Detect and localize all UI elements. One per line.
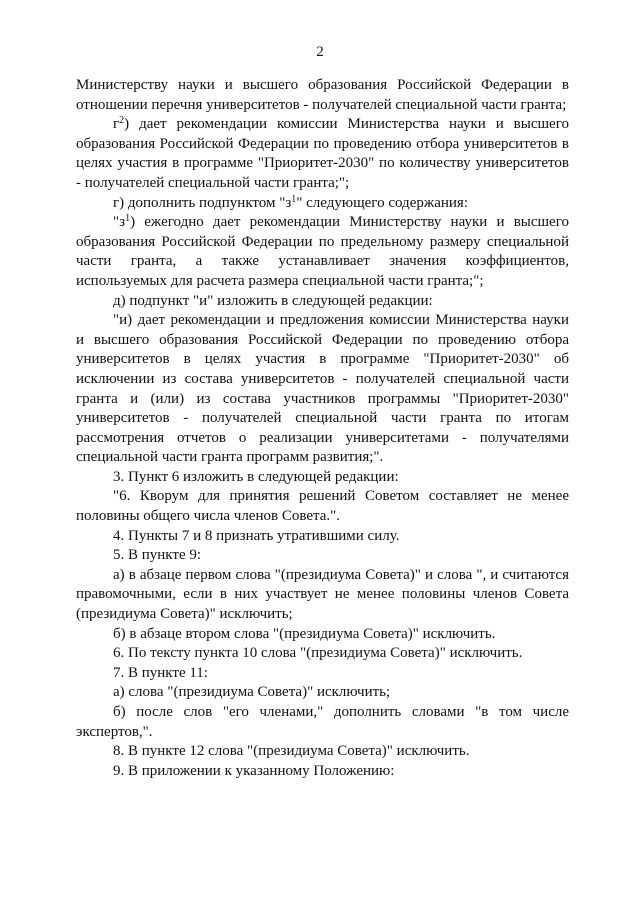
paragraph-p4	[76, 292, 569, 312]
paragraph-p7	[76, 487, 569, 526]
text-segment: Министерству науки и высшего образования Российской Федерации в отношении перечня университетов - получателей специальной части гранта;	[76, 77, 569, 113]
paragraph-p6	[76, 468, 569, 488]
superscript: 1	[291, 193, 297, 205]
text-segment: 6. По тексту пункта 10 слова "(президиума Совета)" исключить.	[113, 645, 523, 662]
paragraph-p9	[76, 546, 569, 566]
paragraph-p10	[76, 566, 569, 625]
text-segment: " следующего содержания:	[296, 194, 468, 211]
text-segment: ) ежегодно дает рекомендации Министерству науки и высшего образования Российской Федерации по предельному размеру специальной части гранта, а также устанавливает значения коэффициентов, используемых для расчета размера специальной части гранта;";	[76, 214, 569, 289]
text-segment: г	[113, 116, 120, 133]
paragraph-p15	[76, 703, 569, 742]
text-segment: 4. Пункты 7 и 8 признать утратившими силу.	[113, 527, 400, 544]
page-number: 2	[316, 44, 324, 60]
text-segment: 8. В пункте 12 слова "(президиума Совета)" исключить.	[113, 743, 470, 760]
text-segment: "и) дает рекомендации и предложения комиссии Министерства науки и высшего образования Российской Федерации по проведению отбора университетов в целях участия в программе "Приоритет-2030" об исключении из состава университетов - получателей специальной части гранта и (или) из состава участников программы "Приоритет-2030" университетов - получателей специальной части гранта по итогам рассмотрения отчетов о реализации университетами - получателями специальной части гранта программ развития;".	[76, 312, 569, 466]
text-segment: ) дает рекомендации комиссии Министерства науки и высшего образования Российской Федерации по проведению отбора университетов в целях участия в программе "Приоритет-2030" по количеству университетов - получателей специальной части гранта;";	[76, 116, 569, 191]
paragraph-p8	[76, 527, 569, 547]
paragraph-p1	[76, 115, 569, 193]
paragraph-p3	[76, 213, 569, 291]
document-body	[76, 76, 569, 781]
superscript: 2	[119, 115, 125, 127]
paragraph-p5	[76, 311, 569, 468]
text-segment: б) после слов "его членами," дополнить словами "в том числе экспертов,".	[76, 704, 569, 740]
text-segment: 5. В пункте 9:	[113, 547, 202, 564]
text-segment: б) в абзаце втором слова "(президиума Совета)" исключить.	[113, 625, 496, 642]
text-segment: "6. Кворум для принятия решений Советом составляет не менее половины общего числа членов Совета.".	[76, 488, 569, 525]
paragraph-p13	[76, 664, 569, 684]
text-segment: "з	[113, 214, 126, 231]
text-segment: а) в абзаце первом слова "(президиума Совета)" и слова ", и считаются правомочными, если в них участвует не менее половины членов Совета (президиума Совета)" исключить;	[76, 566, 569, 623]
text-segment: 3. Пункт 6 изложить в следующей редакции:	[113, 468, 399, 485]
paragraph-p2	[76, 194, 569, 214]
superscript: 1	[125, 213, 131, 225]
paragraph-p0	[76, 76, 569, 115]
text-segment: 9. В приложении к указанному Положению:	[113, 762, 395, 779]
text-segment: 7. В пункте 11:	[113, 664, 208, 681]
text-segment: д) подпункт "и" изложить в следующей редакции:	[113, 292, 433, 309]
paragraph-p16	[76, 742, 569, 762]
paragraph-p12	[76, 644, 569, 664]
paragraph-p14	[76, 683, 569, 703]
text-segment: г) дополнить подпунктом "з	[113, 194, 292, 211]
paragraph-p17	[76, 762, 569, 782]
text-segment: а) слова "(президиума Совета)" исключить;	[113, 684, 391, 701]
paragraph-p11	[76, 625, 569, 645]
